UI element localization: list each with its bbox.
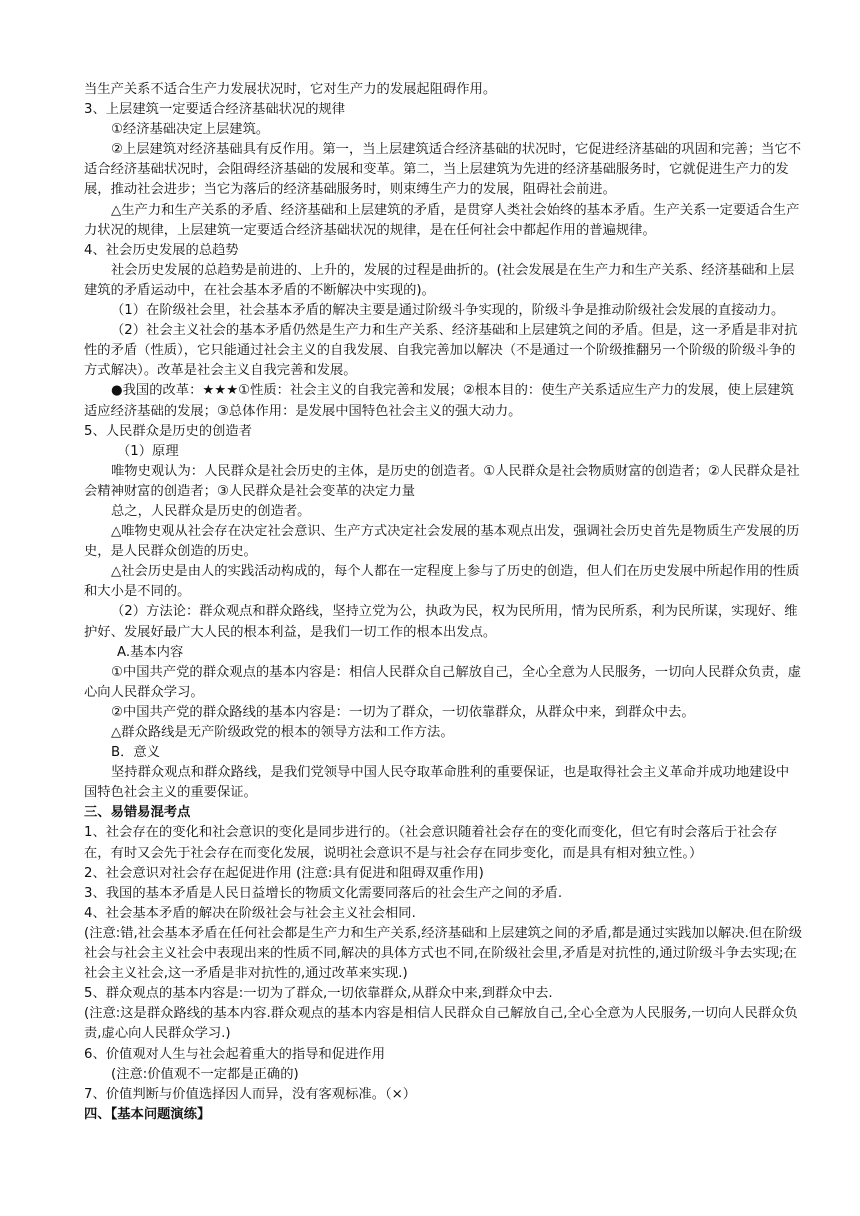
list-item: 4、社会基本矛盾的解决在阶级社会与社会主义社会相同. [84, 905, 416, 921]
paragraph: （2）社会主义社会的基本矛盾仍然是生产力和生产关系、经济基础和上层建筑之间的矛盾。但是，这一矛盾是非对抗性的矛盾（性质），它只能通过社会主义的自我发展、自我完善加以解决（不是通过一个阶级推翻另一个阶级的阶级斗争的方式解决）。改革是社会主义自我完善和发展。 [84, 323, 798, 379]
paragraph: （1）在阶级社会里，社会基本矛盾的解决主要是通过阶级斗争实现的，阶级斗争是推动阶级社会发展的直接动力。 [111, 303, 785, 319]
paragraph: 社会历史发展的总趋势是前进的、上升的，发展的过程是曲折的。(社会发展是在生产力和生产关系、经济基础和上层建筑的矛盾运动中，在社会基本矛盾的不断解决中实现的)。 [84, 262, 795, 298]
paragraph: ①经济基础决定上层建筑。 [111, 122, 270, 138]
paragraph: ②上层建筑对经济基础具有反作用。第一，当上层建筑适合经济基础的状况时，它促进经济基础的巩固和完善；当它不适合经济基础状况时，会阻碍经济基础的发展和变革。第二，当上层建筑为先进的经济基础服务时，它就促进生产力的发展，推动社会进步；当它为落后的经济基础服务时，则束缚生产力的发展，阻碍社会前进。 [84, 142, 802, 198]
subheading: 4、社会历史发展的总趋势 [84, 242, 239, 258]
subheading: 5、人民群众是历史的创造者 [84, 423, 253, 439]
paragraph: △生产力和生产关系的矛盾、经济基础和上层建筑的矛盾，是贯穿人类社会始终的基本矛盾。生产关系一定要适合生产力状况的规律，上层建筑一定要适合经济基础状况的规律，是在任何社会中都起作用的普遍规律。 [84, 202, 800, 238]
note: (注意:错,社会基本矛盾在任何社会都是生产力和生产关系,经济基础和上层建筑之间的矛盾,都是通过实践加以解决.但在阶级社会与社会主义社会中表现出来的性质不同,解决的具体方式也不同,在阶级社会里,矛盾是对抗性的,通过阶级斗争去实现;在社会主义社会,这一矛盾是非对抗性的,通过改革来实现.) [84, 925, 803, 982]
list-item: 2、社会意识对社会存在起促进作用 (注意:具有促进和阻碍双重作用) [84, 865, 484, 881]
paragraph: 唯物史观认为：人民群众是社会历史的主体，是历史的创造者。①人民群众是社会物质财富的创造者；②人民群众是社会精神财富的创造者；③人民群众是社会变革的决定力量 [84, 463, 800, 499]
section-heading: 四、【基本问题演练】 [84, 1106, 211, 1122]
paragraph: △群众路线是无产阶级政党的根本的领导方法和工作方法。 [111, 725, 454, 740]
paragraph: △唯物史观从社会存在决定社会意识、生产方式决定社会发展的基本观点出发，强调社会历史首先是物质生产发展的历史，是人民群众创造的历史。 [84, 524, 800, 560]
paragraph: （2）方法论：群众观点和群众路线，坚持立党为公，执政为民，权为民所用，情为民所系，利为民所谋，实现好、维护好、发展好最广大人民的根本利益，是我们一切工作的根本出发点。 [84, 604, 798, 640]
paragraph: A.基本内容 [117, 644, 184, 660]
paragraph: （1）原理 [117, 443, 179, 459]
list-item: 1、社会存在的变化和社会意识的变化是同步进行的。（社会意识随着社会存在的变化而变化，但它有时会落后于社会存在，有时又会先于社会存在而变化发展，说明社会意识不是与社会存在同步变化，而是具有相对独立性。） [84, 825, 778, 861]
paragraph: B．意义 [111, 745, 161, 761]
list-item: 5、群众观点的基本内容是:一切为了群众,一切依靠群众,从群众中来,到群众中去. [84, 986, 553, 1002]
subheading: 3、上层建筑一定要适合经济基础状况的规律 [84, 102, 346, 118]
list-item: 6、价值观对人生与社会起着重大的指导和促进作用 [84, 1046, 385, 1062]
note: (注意:价值观不一定都是正确的) [111, 1066, 299, 1082]
paragraph: 当生产关系不适合生产力发展状况时，它对生产力的发展起阻碍作用。 [84, 82, 497, 97]
section-heading: 三、易错易混考点 [84, 805, 191, 821]
list-item: 7、价值判断与价值选择因人而异，没有客观标准。（×） [84, 1086, 417, 1102]
list-item: 3、我国的基本矛盾是人民日益增长的物质文化需要同落后的社会生产之间的矛盾. [84, 885, 563, 901]
paragraph: △社会历史是由人的实践活动构成的，每个人都在一定程度上参与了历史的创造，但人们在历史发展中所起作用的性质和大小是不同的。 [84, 564, 800, 600]
note: (注意:这是群众路线的基本内容.群众观点的基本内容是相信人民群众自己解放自己,全心全意为人民服务,一切向人民群众负责,虚心向人民群众学习.) [84, 1006, 798, 1042]
paragraph: 总之，人民群众是历史的创造者。 [111, 503, 311, 519]
paragraph: ①中国共产党的群众观点的基本内容是：相信人民群众自己解放自己，全心全意为人民服务，一切向人民群众负责，虚心向人民群众学习。 [84, 664, 802, 700]
paragraph: ●我国的改革：★★★①性质：社会主义的自我完善和发展；②根本目的：使生产关系适应生产力的发展，使上层建筑适应经济基础的发展；③总体作用：是发展中国特色社会主义的强大动力。 [84, 383, 794, 419]
paragraph: 坚持群众观点和群众路线，是我们党领导中国人民夺取革命胜利的重要保证，也是取得社会主义革命并成功地建设中国特色社会主义的重要保证。 [84, 765, 790, 801]
paragraph: ②中国共产党的群众路线的基本内容是：一切为了群众，一切依靠群众，从群众中来，到群众中去。 [111, 704, 695, 720]
